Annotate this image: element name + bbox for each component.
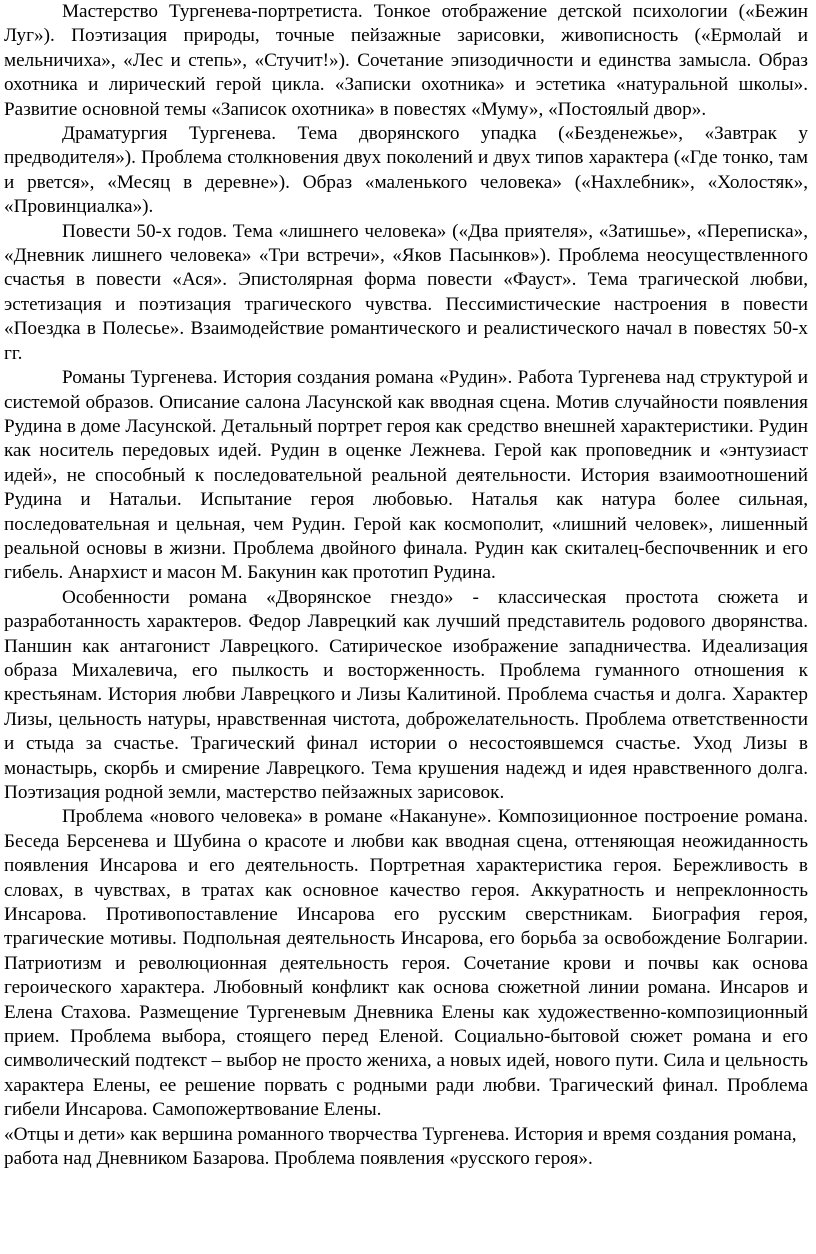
paragraph-noble-nest: Особенности романа «Дворянское гнездо» - классическая простота сюжета и разработанность характеров. Федор Лаврецкий как лучший представитель родового дворянства. Паншин как антагонист Лаврецкого. Сатирическое изображение западничества. Идеализация образа Михалевича, его пылкость и восторженность. Проблема гуманного отношения к крестьянам. История любви Лаврецкого и Лизы Калитиной. Проблема счастья и долга. Характер Лизы, цельность натуры, нравственная чистота, доброжелательность. Проблема ответственности и стыда за счастье. Трагический финал истории о несостоявшемся счастье. Уход Лизы в монастырь, скорбь и смирение Лаврецкого. Тема крушения надежд и идея нравственного долга. Поэтизация родной земли, мастерство пейзажных зарисовок. xyxy=(4,586,808,803)
paragraph-on-the-eve: Проблема «нового человека» в романе «Накануне». Композиционное построение романа. Беседа Берсенева и Шубина о красоте и любви как вводная сцена, оттеняющая неожиданность появления Инсарова и его деятельность. Портретная характеристика героя. Бережливость в словах, в чувствах, в тратах как основное качество героя. Аккуратность и непреклонность Инсарова. Противопоставление Инсарова его русским сверстникам. Биография героя, трагические мотивы. Подпольная деятельность Инсарова, его борьба за освобождение Болгарии. Патриотизм и революционная деятельность героя. Сочетание крови и почвы как основа героического характера. Любовный конфликт как основа сюжетной линии романа. Инсаров и Елена Стахова. Размещение Тургеневым Дневника Елены как художественно-композиционный прием. Проблема выбора, стоящего перед Еленой. Социально-бытовой сюжет романа и его символический подтекст – выбор не просто жениха, а новых идей, нового пути. Сила и цельность характера Елены, ее решение порвать с родными ради любви. Трагический финал. Проблема гибели Инсарова. Самопожертвование Елены. xyxy=(4,806,808,1121)
paragraph-dramaturgy: Драматургия Тургенева. Тема дворянского упадка («Безденежье», «Завтрак у предводителя»). Проблема столкновения двух поколений и двух типов характера («Где тонко, там и рвется», «Месяц в деревне»). Образ «маленького человека» («Нахлебник», «Холостяк», «Провинциалка»). xyxy=(4,123,808,218)
paragraph-novellas-50s: Повести 50-х годов. Тема «лишнего человека» («Два приятеля», «Затишье», «Переписка», «Дневник лишнего человека» «Три встречи», «Яков Пасынков»). Проблема неосуществленного счастья в повести «Ася». Эпистолярная форма повести «Фауст». Тема трагической любви, эстетизация и поэтизация трагического чувства. Пессимистические настроения в повести «Поездка в Полесье». Взаимодействие романтического и реалистического начал в повестях 50-х гг. xyxy=(4,220,808,364)
paragraph-fathers-and-sons: «Отцы и дети» как вершина романного творчества Тургенева. История и время создания романа, работа над Дневником Базарова. Проблема появления «русского героя». xyxy=(4,1123,797,1170)
paragraph-turgenev-portraitist: Мастерство Тургенева-портретиста. Тонкое отображение детской психологии («Бежин Луг»). Поэтизация природы, точные пейзажные зарисовки, живописность («Ермолай и мельничиха», «Лес и степь», «Стучит!»). Сочетание эпизодичности и единства замысла. Образ охотника и лирический герой цикла. «Записки охотника» и эстетика «натуральной школы». Развитие основной темы «Записок охотника» в повестях «Муму», «Постоялый двор». xyxy=(4,1,808,120)
paragraph-rudin: Романы Тургенева. История создания романа «Рудин». Работа Тургенева над структурой и системой образов. Описание салона Ласунской как вводная сцена. Мотив случайности появления Рудина в доме Ласунской. Детальный портрет героя как средство внешней характеристики. Рудин как носитель передовых идей. Рудин в оценке Лежнева. Герой как проповедник и «энтузиаст идей», не способный к последовательной реальной деятельности. История взаимоотношений Рудина и Натальи. Испытание героя любовью. Наталья как натура более сильная, последовательная и цельная, чем Рудин. Герой как космополит, «лишний человек», лишенный реальной основы в жизни. Проблема двойного финала. Рудин как скиталец-беспочвенник и его гибель. Анархист и масон М. Бакунин как прототип Рудина. xyxy=(4,367,808,584)
